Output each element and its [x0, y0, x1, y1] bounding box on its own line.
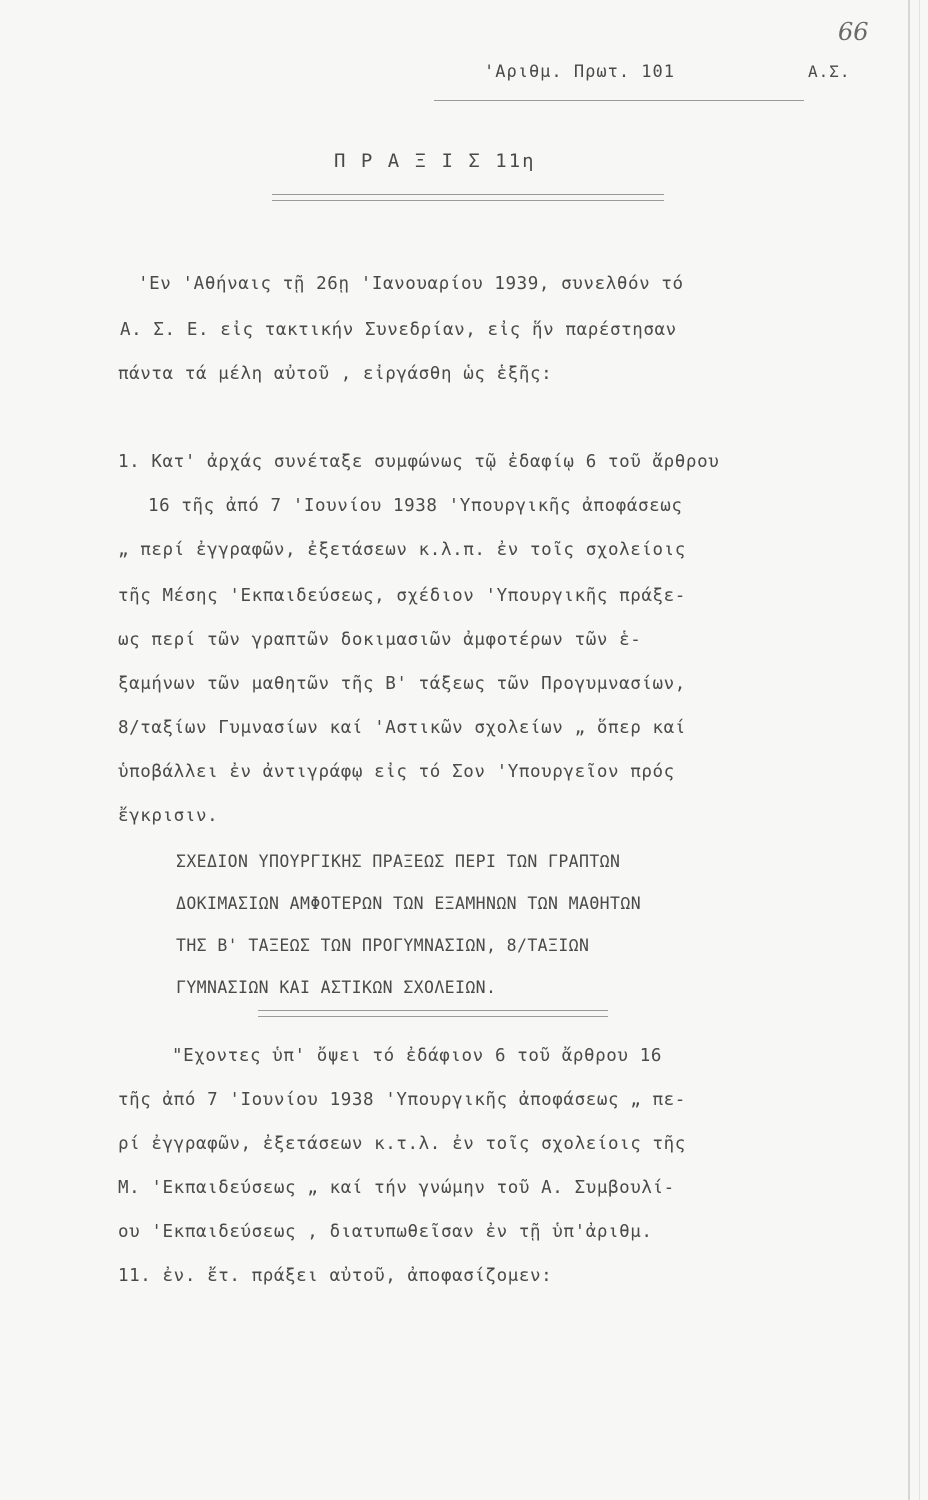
paragraph-line: „ περί ἐγγραφῶν, ἐξετάσεων κ.λ.π. ἐν τοῖς σχολείοις: [118, 540, 686, 560]
intro-line: 'Εν 'Αθήναις τῇ 26ῃ 'Ιανουαρίου 1939, συνελθόν τό: [138, 274, 684, 294]
draft-body-line: ου 'Εκπαιδεύσεως , διατυπωθεῖσαν ἐν τῇ ὑπ'ἀριθμ.: [118, 1222, 653, 1242]
draft-body-line: Μ. 'Εκπαιδεύσεως „ καί τήν γνώμην τοῦ Α. Συμβουλί-: [118, 1178, 675, 1198]
heading-underline: [258, 1010, 608, 1017]
paragraph-line: 8/ταξίων Γυμνασίων καί 'Αστικῶν σχολείων „ ὅπερ καί: [118, 718, 686, 738]
paragraph-line: ξαμήνων τῶν μαθητῶν τῆς Β' τάξεως τῶν Προγυμνασίων,: [118, 674, 686, 694]
draft-body-line: ρί ἐγγραφῶν, ἐξετάσεων κ.τ.λ. ἐν τοῖς σχολείοις τῆς: [118, 1134, 686, 1154]
intro-line: Α. Σ. Ε. εἰς τακτικήν Συνεδρίαν, εἰς ἥν παρέστησαν: [120, 320, 677, 340]
paragraph-line: ὑποβάλλει ἐν ἀντιγράφῳ εἰς τό Σον 'Υπουργεῖον πρός: [118, 762, 675, 782]
draft-body-line: τῆς ἀπό 7 'Ιουνίου 1938 'Υπουργικῆς ἀποφάσεως „ πε-: [118, 1090, 686, 1110]
page-edge-outer: [919, 0, 920, 1500]
intro-line: πάντα τά μέλη αὐτοῦ , εἰργάσθη ὡς ἑξῆς:: [118, 364, 553, 384]
paragraph-line: 1. Κατ' ἀρχάς συνέταξε συμφώνως τῷ ἐδαφίῳ 6 τοῦ ἄρθρου: [118, 452, 720, 472]
folio-number: 66: [838, 18, 869, 46]
paragraph-line: τῆς Μέσης 'Εκπαιδεύσεως, σχέδιον 'Υπουργικῆς πράξε-: [118, 586, 686, 606]
paragraph-line: ως περί τῶν γραπτῶν δοκιμασιῶν ἀμφοτέρων τῶν ἑ-: [118, 630, 642, 650]
header-initials: Α.Σ.: [808, 62, 851, 81]
paragraph-line: ἔγκρισιν.: [118, 806, 219, 826]
draft-heading-line: ΤΗΣ Β' ΤΑΞΕΩΣ ΤΩΝ ΠΡΟΓΥΜΝΑΣΙΩΝ, 8/ΤΑΞΙΩΝ: [176, 936, 590, 955]
document-title: Π Ρ Α Ξ Ι Σ 11η: [334, 150, 536, 172]
draft-heading-line: ΣΧΕΔΙΟΝ ΥΠΟΥΡΓΙΚΗΣ ΠΡΑΞΕΩΣ ΠΕΡΙ ΤΩΝ ΓΡΑΠΤΩΝ: [176, 852, 621, 871]
draft-body-line: 11. ἐν. ἔτ. πράξει αὐτοῦ, ἀποφασίζομεν:: [118, 1266, 553, 1286]
draft-body-line: "Εχοντες ὑπ' ὄψει τό ἐδάφιον 6 τοῦ ἄρθρου 16: [172, 1046, 662, 1066]
draft-heading-line: ΓΥΜΝΑΣΙΩΝ ΚΑΙ ΑΣΤΙΚΩΝ ΣΧΟΛΕΙΩΝ.: [176, 978, 497, 997]
title-underline: [272, 194, 664, 201]
page-edge: [908, 0, 910, 1500]
header-rule: [434, 100, 804, 101]
draft-heading-line: ΔΟΚΙΜΑΣΙΩΝ ΑΜΦΟΤΕΡΩΝ ΤΩΝ ΕΞΑΜΗΝΩΝ ΤΩΝ ΜΑΘΗΤΩΝ: [176, 894, 642, 913]
protocol-reference: 'Αριθμ. Πρωτ. 101: [484, 62, 675, 82]
paragraph-line: 16 τῆς ἀπό 7 'Ιουνίου 1938 'Υπουργικῆς ἀποφάσεως: [148, 496, 683, 516]
